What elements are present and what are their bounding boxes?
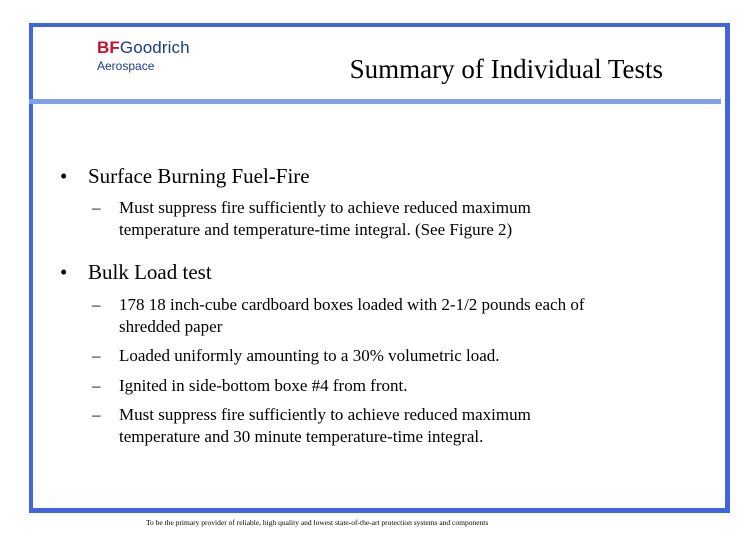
bullet-label: Surface Burning Fuel-Fire: [88, 164, 310, 188]
bullet-label: Bulk Load test: [88, 260, 212, 284]
sub-dash: –: [92, 346, 101, 365]
logo-bf: BF: [97, 38, 120, 57]
sub-line: temperature and temperature-time integral. (See Figure 2): [119, 220, 513, 239]
sub-line: shredded paper: [119, 317, 223, 336]
sub-line: Must suppress fire sufficiently to achieve reduced maximum: [119, 198, 531, 217]
sub-line: 178 18 inch-cube cardboard boxes loaded with 2-1/2 pounds each of: [119, 295, 585, 314]
footer-mission-statement: To be the primary provider of reliable, high quality and lowest state-of-the-art protection systems and components: [146, 518, 489, 527]
bullet-dot: •: [60, 164, 68, 188]
logo-aerospace: Aerospace: [97, 59, 155, 73]
sub-line: Loaded uniformly amounting to a 30% volumetric load.: [119, 346, 500, 365]
sub-text: [119, 294, 584, 338]
sub-dash: –: [92, 295, 101, 314]
logo-goodrich: Goodrich: [119, 38, 190, 57]
bullet-dot: •: [60, 260, 68, 284]
sub-dash: –: [92, 376, 101, 395]
sub-text: [119, 375, 407, 397]
bullet-bulk-load: [60, 260, 212, 284]
sub-text: [119, 345, 500, 367]
sub-dash: –: [92, 198, 101, 217]
bfgoodrich-logo: [97, 38, 190, 73]
sub-dash: –: [92, 405, 101, 424]
sub-line: temperature and 30 minute temperature-time integral.: [119, 427, 484, 446]
slide-title: Summary of Individual Tests: [349, 54, 663, 84]
sub-line: Must suppress fire sufficiently to achieve reduced maximum: [119, 405, 531, 424]
bullet-surface-burning: [60, 164, 310, 188]
sub-text: [119, 197, 531, 241]
logo-brand: [97, 38, 190, 58]
sub-line: Ignited in side-bottom boxe #4 from front.: [119, 376, 408, 395]
sub-text: [119, 404, 531, 448]
title-rule: [29, 99, 721, 104]
